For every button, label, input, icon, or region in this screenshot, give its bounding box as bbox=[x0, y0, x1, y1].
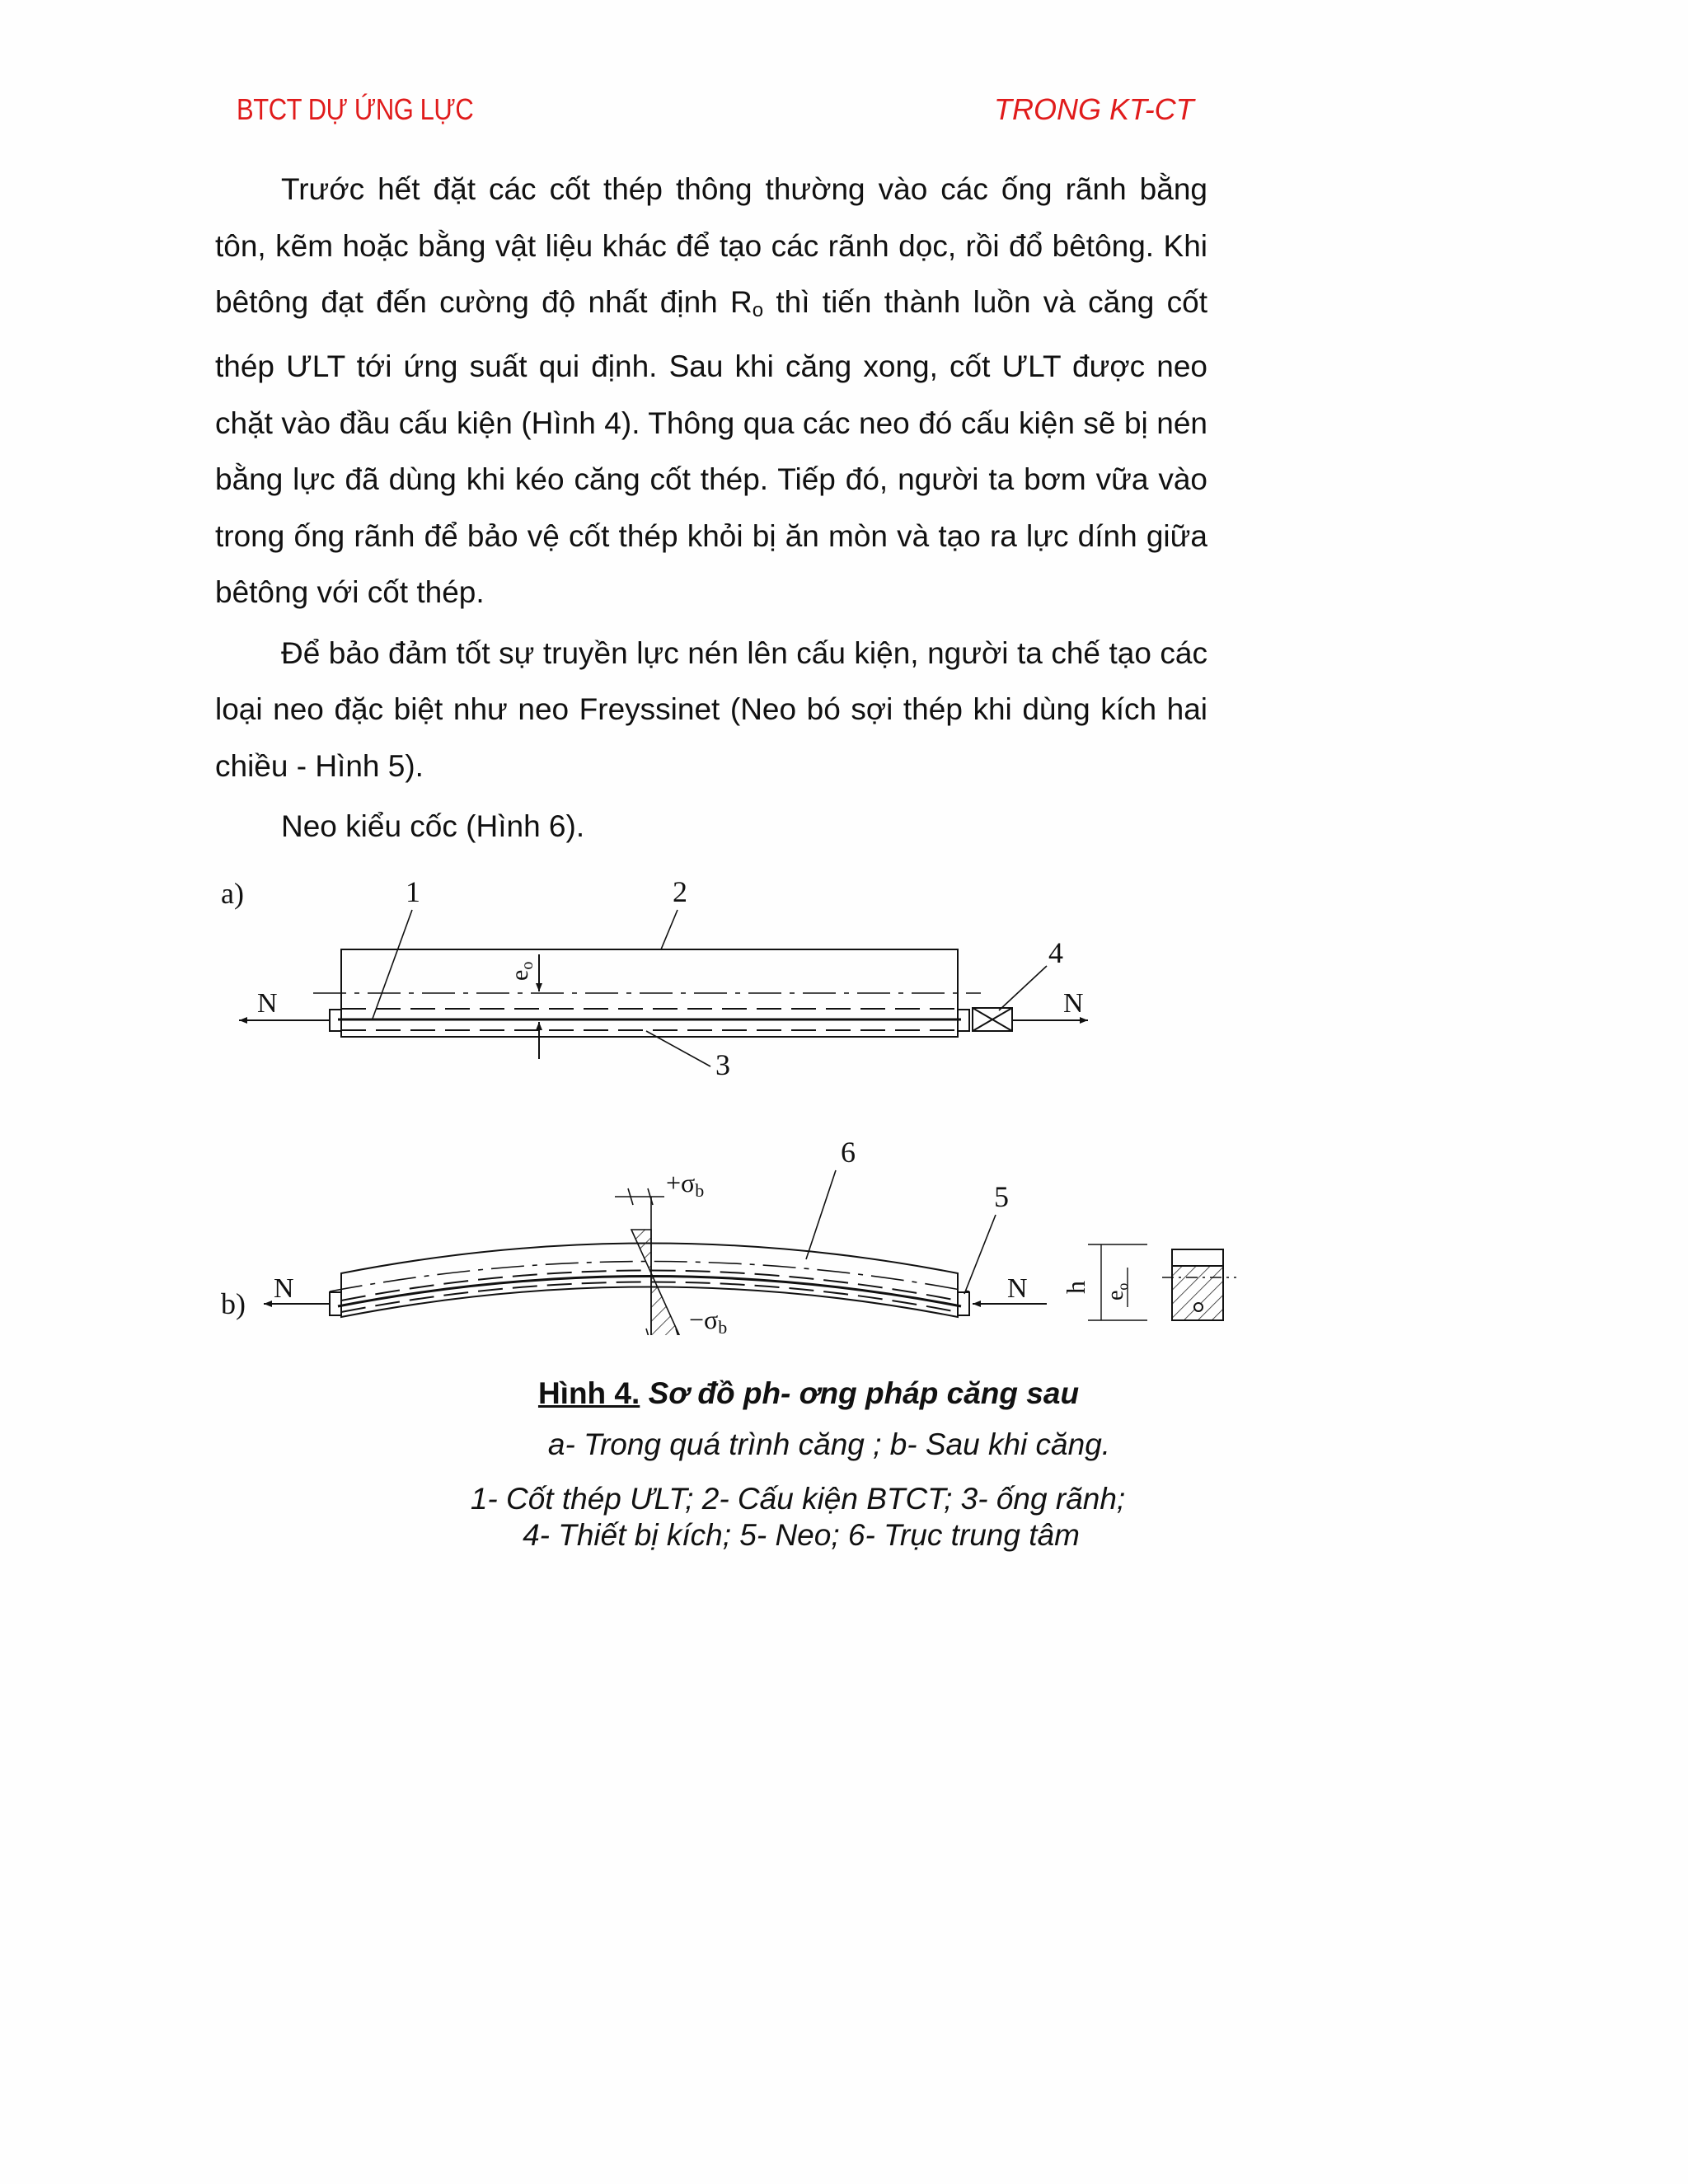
force-label-right-b: N bbox=[1007, 1273, 1028, 1304]
label-a: a) bbox=[221, 877, 244, 910]
force-label-left-a: N bbox=[257, 988, 278, 1019]
figure-4-diagram bbox=[0, 857, 1688, 1335]
height-label: h bbox=[1061, 1281, 1090, 1294]
legend-line-2: 4- Thiết bị kích; 5- Neo; 6- Trục trung tâm bbox=[523, 1518, 1080, 1552]
ecc-label-a: $e_o$ bbox=[506, 961, 537, 981]
callout-3-a: 3 bbox=[715, 1048, 730, 1081]
callout-4-a: 4 bbox=[1048, 936, 1063, 969]
body-text bbox=[215, 162, 1207, 855]
force-label-left-b: N bbox=[274, 1273, 294, 1304]
legend-line-1: 1- Cốt thép ƯLT; 2- Cấu kiện BTCT; 3- ống rãnh; bbox=[470, 1482, 1126, 1516]
callout-2-a: 2 bbox=[673, 875, 687, 908]
header-left: BTCT DỰ ỨNG LỰC bbox=[237, 92, 474, 126]
figure-title: Sơ đồ ph- ơng pháp căng sau bbox=[640, 1376, 1080, 1410]
anchor-right-b bbox=[958, 1292, 969, 1315]
stress-pos-label: +σb bbox=[666, 1168, 705, 1201]
diagram-a bbox=[221, 875, 1088, 1081]
callout-6-b: 6 bbox=[841, 1136, 856, 1169]
paragraph-1-text-a: Trước hết đặt các cốt thép thông thường vào các ống rãnh bằng tôn, kẽm hoặc bằng vật liệu khác để tạo các rãnh dọc, rồi đổ bêtông. Khi bêtông đạt đến cường độ nhất định R bbox=[215, 172, 1207, 319]
figure-number: Hình 4. bbox=[537, 1376, 640, 1410]
callout-5-b: 5 bbox=[994, 1180, 1009, 1213]
diagram-b bbox=[221, 1136, 1236, 1335]
paragraph-2: Để bảo đảm tốt sự truyền lực nén lên cấu kiện, người ta chế tạo các loại neo đặc biệt như neo Freyssinet (Neo bó sợi thép khi dùng kích hai chiều - Hình 5). bbox=[215, 635, 1207, 783]
figure-caption-title bbox=[0, 1376, 1653, 1411]
anchor-left-b bbox=[330, 1292, 341, 1315]
paragraph-1 bbox=[215, 162, 1207, 621]
paragraph-1-subscript: o bbox=[752, 298, 764, 321]
stress-neg-label: −σb bbox=[689, 1305, 728, 1335]
ecc-label-b: $e_o$ bbox=[1103, 1282, 1131, 1301]
figure-legend bbox=[0, 1481, 1642, 1554]
paragraph-1-text-b: thì tiến thành luồn và căng cốt thép ƯLT tới ứng suất qui định. Sau khi căng xong, cốt ƯLT được neo chặt vào đầu cấu kiện (Hình 4). Thông qua các neo đó cấu kiện sẽ bị nén bằng lực đã dùng khi kéo căng cốt thép. Tiếp đó, người ta bơm vữa vào trong ống rãnh để bảo vệ cốt thép khỏi bị ăn mòn và tạo ra lực dính giữa bêtông với cốt thép. bbox=[215, 285, 1208, 610]
force-label-right-a: N bbox=[1063, 988, 1084, 1019]
figure-caption-subtitle: a- Trong quá trình căng ; b- Sau khi căng. bbox=[547, 1427, 1111, 1461]
callout-1-a: 1 bbox=[406, 875, 420, 908]
paragraph-3: Neo kiểu cốc (Hình 6). bbox=[281, 809, 585, 844]
label-b: b) bbox=[221, 1287, 246, 1320]
header-right: TRONG KT-CT bbox=[994, 92, 1194, 126]
